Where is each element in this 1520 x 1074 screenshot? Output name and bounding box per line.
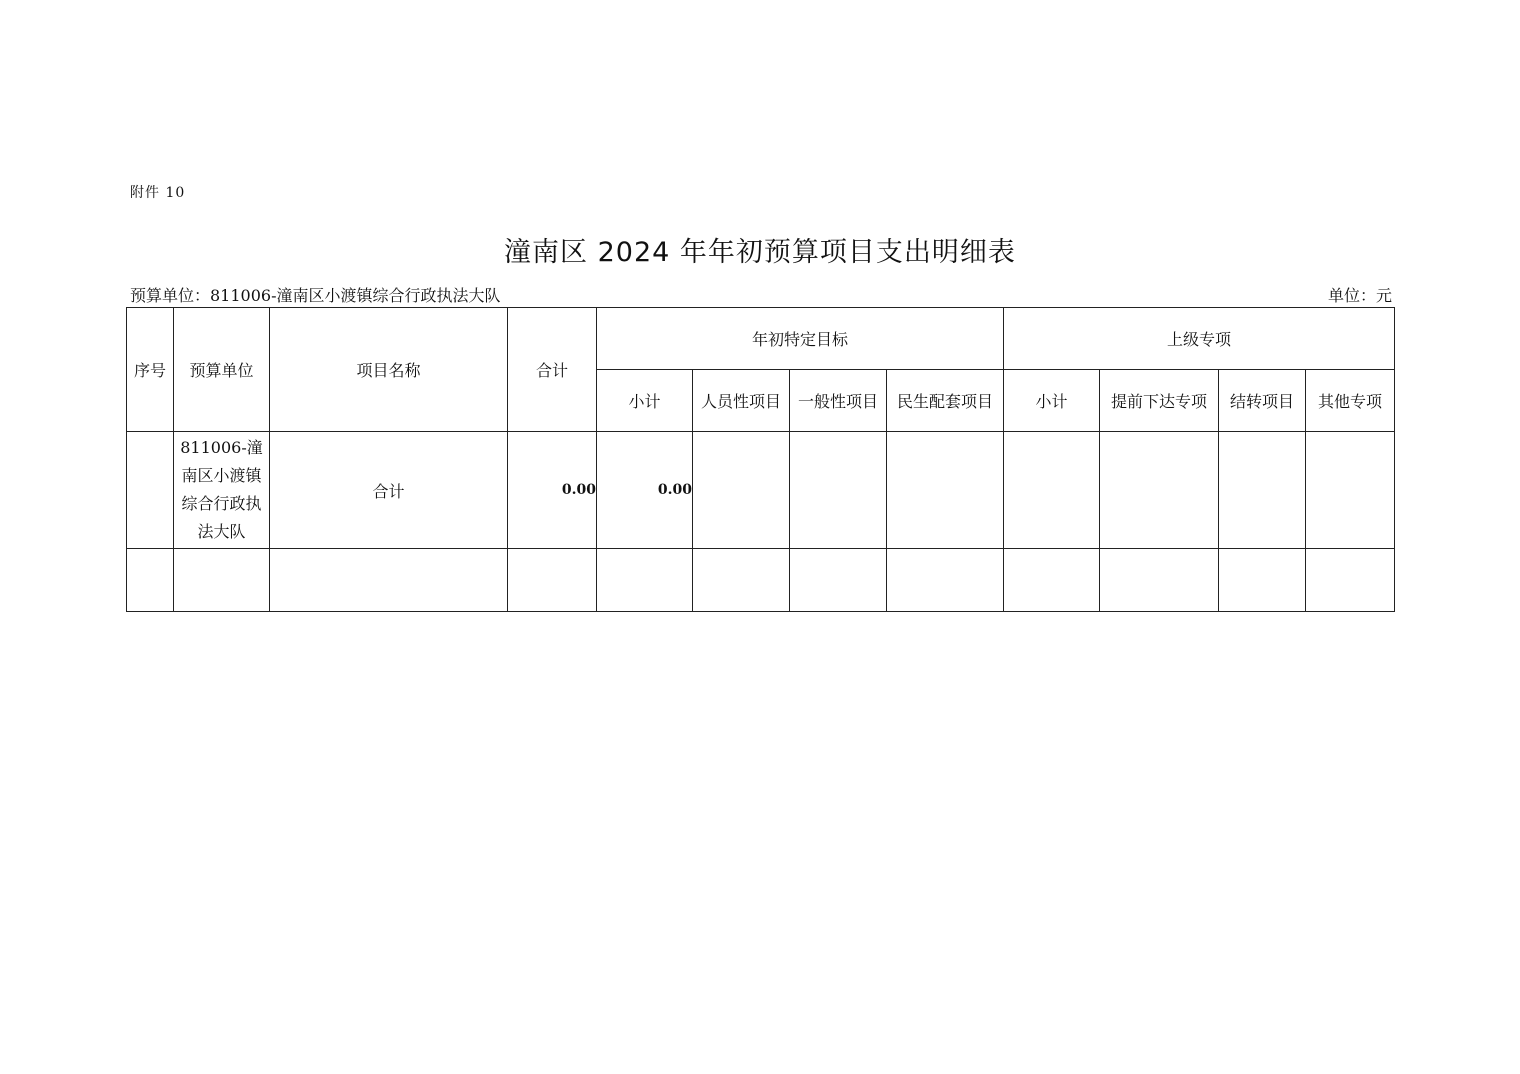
- header-seq: 序号: [127, 308, 174, 432]
- header-advance-special: 提前下达专项: [1100, 370, 1219, 432]
- header-carryover-project: 结转项目: [1219, 370, 1306, 432]
- cell-initial-subtotal: 0.00: [597, 432, 693, 549]
- table-row: [127, 432, 1395, 549]
- attachment-label: 附件 10: [130, 185, 186, 201]
- header-superior-subtotal: 小计: [1004, 370, 1100, 432]
- cell-carryover: [1219, 432, 1306, 549]
- cell-general: [790, 432, 887, 549]
- cell-personnel: [693, 432, 790, 549]
- page-title: 潼南区 2024 年年初预算项目支出明细表: [504, 237, 1016, 268]
- budget-detail-table: [126, 307, 1395, 612]
- header-initial-subtotal: 小计: [597, 370, 693, 432]
- cell-other: [1306, 549, 1395, 612]
- cell-project-name: [270, 549, 508, 612]
- cell-project-name: 合计: [270, 432, 508, 549]
- cell-general: [790, 549, 887, 612]
- header-other-special: 其他专项: [1306, 370, 1395, 432]
- header-budget-unit: 预算单位: [174, 308, 270, 432]
- table-row: [127, 549, 1395, 612]
- cell-personnel: [693, 549, 790, 612]
- budget-unit-line: 预算单位：811006-潼南区小渡镇综合行政执法大队: [130, 286, 501, 305]
- cell-seq: [127, 432, 174, 549]
- cell-carryover: [1219, 549, 1306, 612]
- cell-advance: [1100, 549, 1219, 612]
- cell-total: [508, 549, 597, 612]
- cell-superior-subtotal: [1004, 432, 1100, 549]
- cell-seq: [127, 549, 174, 612]
- header-initial-target-group: 年初特定目标: [597, 308, 1004, 370]
- cell-advance: [1100, 432, 1219, 549]
- header-livelihood-project: 民生配套项目: [887, 370, 1004, 432]
- cell-initial-subtotal: [597, 549, 693, 612]
- cell-budget-unit: [174, 549, 270, 612]
- cell-superior-subtotal: [1004, 549, 1100, 612]
- header-total: 合计: [508, 308, 597, 432]
- cell-livelihood: [887, 432, 1004, 549]
- cell-livelihood: [887, 549, 1004, 612]
- header-project-name: 项目名称: [270, 308, 508, 432]
- header-personnel-project: 人员性项目: [693, 370, 790, 432]
- header-superior-special-group: 上级专项: [1004, 308, 1395, 370]
- header-row-1: [127, 308, 1395, 370]
- cell-budget-unit: 811006-潼南区小渡镇综合行政执法大队: [174, 432, 270, 549]
- cell-other: [1306, 432, 1395, 549]
- header-general-project: 一般性项目: [790, 370, 887, 432]
- currency-unit: 单位：元: [1327, 286, 1392, 305]
- cell-total: 0.00: [508, 432, 597, 549]
